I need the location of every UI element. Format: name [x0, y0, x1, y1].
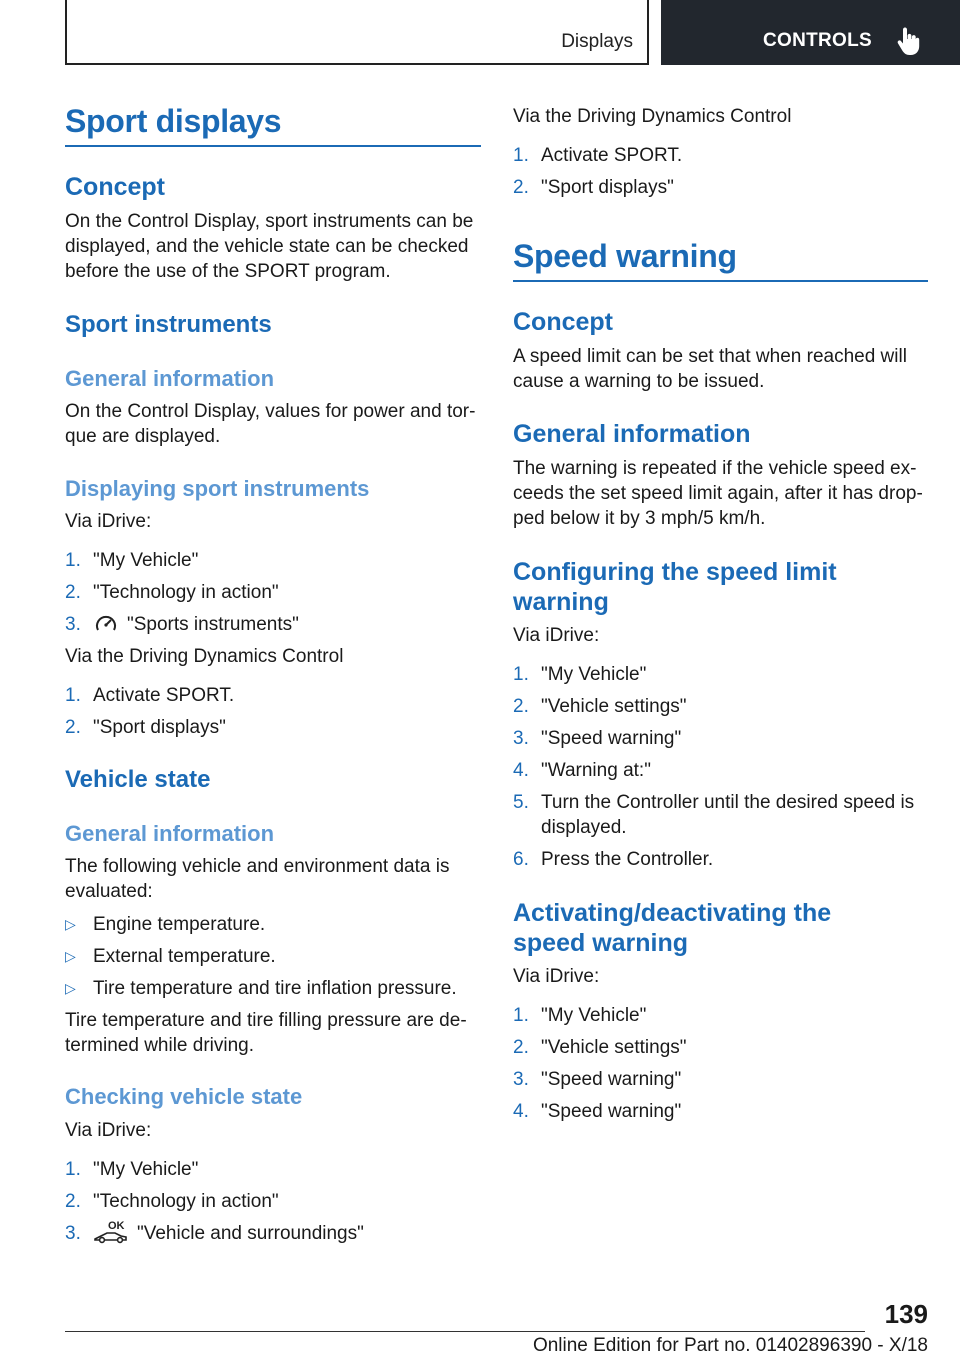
- general-info-text-line: The warning is repeated if the vehicle speed ex-: [513, 458, 917, 479]
- heading-checking-vehicle-state: Checking vehicle state: [65, 1084, 303, 1109]
- concept-text-line: before the use of the SPORT program.: [65, 261, 391, 282]
- heading-general-information: General information: [65, 821, 275, 846]
- heading-rule: [65, 145, 481, 147]
- heading-activating: Activating/deactivating the: [513, 899, 832, 927]
- tire-text-line: termined while driving.: [65, 1035, 255, 1056]
- page-header: [0, 0, 960, 66]
- concept-text-line: On the Control Display, sport instruments can be: [65, 211, 474, 232]
- via-idrive-label: Via iDrive:: [513, 966, 600, 987]
- chapter-label: CONTROLS: [763, 30, 873, 51]
- footer-rule: [65, 1331, 865, 1332]
- triangle-bullet-icon: ▷: [65, 948, 76, 964]
- triangle-bullet-icon: ▷: [65, 980, 76, 996]
- heading-concept: Concept: [65, 173, 165, 201]
- concept-text-line: cause a warning to be issued.: [513, 371, 765, 392]
- edition-text: Online Edition for Part no. 01402896390 - X/18: [532, 1335, 928, 1356]
- heading-concept: Concept: [513, 308, 613, 336]
- chapter-tab: [661, 0, 960, 65]
- heading-displaying-sport-instruments: Displaying sport instruments: [65, 476, 370, 501]
- heading-activating: speed warning: [513, 929, 689, 957]
- heading-vehicle-state: Vehicle state: [65, 766, 211, 793]
- tire-text-line: Tire temperature and tire filling pressure are de-: [65, 1010, 467, 1031]
- heading-sport-displays: Sport displays: [65, 103, 282, 139]
- concept-text-line: displayed, and the vehicle state can be checked: [65, 236, 469, 257]
- heading-general-information: General information: [513, 420, 751, 448]
- heading-sport-instruments: Sport instruments: [65, 311, 272, 338]
- via-idrive-label: Via iDrive:: [65, 511, 152, 532]
- heading-rule: [513, 280, 928, 282]
- pointing-hand-icon: [896, 26, 920, 56]
- general-info-text-line: que are displayed.: [65, 426, 221, 447]
- general-info-text-line: ped below it by 3 mph/5 km/h.: [513, 508, 766, 529]
- page-number: 139: [884, 1299, 928, 1329]
- vs-text-line: evaluated:: [65, 881, 153, 902]
- heading-speed-warning: Speed warning: [513, 238, 737, 274]
- heading-configuring: warning: [513, 588, 609, 616]
- svg-text:OK: OK: [108, 1220, 125, 1232]
- gauge-icon: [93, 614, 119, 636]
- concept-text-line: A speed limit can be set that when reached will: [513, 346, 907, 367]
- heading-general-information: General information: [65, 366, 275, 391]
- via-idrive-label: Via iDrive:: [513, 625, 600, 646]
- car-ok-icon: [93, 1219, 129, 1245]
- heading-configuring: Configuring the speed limit: [513, 558, 837, 586]
- via-ddc-label: Via the Driving Dynamics Control: [65, 646, 344, 667]
- via-idrive-label: Via iDrive:: [65, 1120, 152, 1141]
- general-info-text-line: On the Control Display, values for power and tor-: [65, 401, 476, 422]
- general-info-text-line: ceeds the set speed limit again, after it has drop-: [513, 483, 923, 504]
- section-tab: [65, 0, 649, 65]
- section-label: Displays: [561, 31, 633, 52]
- via-ddc-label: Via the Driving Dynamics Control: [513, 106, 792, 127]
- vs-text-line: The following vehicle and environment data is: [65, 856, 450, 877]
- triangle-bullet-icon: ▷: [65, 916, 76, 932]
